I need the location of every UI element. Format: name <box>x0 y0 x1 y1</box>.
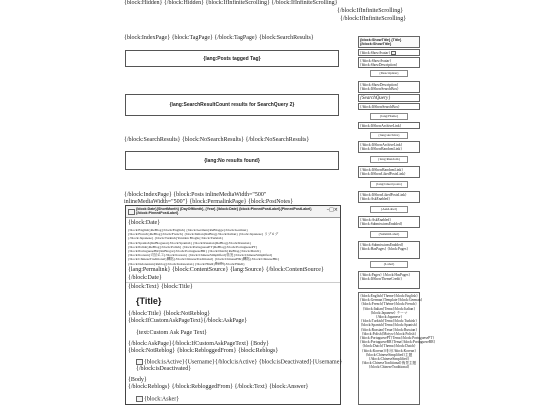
ask-page-line: {block:IfCustomAskPageText}{/block:AskPage} <box>128 318 248 324</box>
no-results-banner <box>125 151 339 170</box>
date-open: {block:Date} <box>128 220 161 226</box>
post-header-text: {block:Date}{ShortMonth} {DayOfMonth}, {Year} {/block:Date} {block:PinnedPostLabel}{PinnedPostLabel}{/block:PinnedPostLabel} <box>136 207 312 216</box>
langs-line: {block:Polish}ReBlog{/block:Polish} {block:PortuguesePT}ReBlog{/block:PortuguesePT} <box>128 244 258 249</box>
langs-line: {block:Indonesian}Reblog{/block:Indonesian} {block:Hindi}रीब्लॉग{/block:Hindi} <box>128 261 245 266</box>
submit-close: {/block:SubmissionsEnabled} {block:HasPages} {block:Pages} <box>358 241 420 259</box>
custom-ask-text: {text:Custom Ask Page Text} <box>136 330 208 336</box>
sidebar-description-close: {/block:ShowDescription} {block:IfShowSearchBox} <box>358 81 420 93</box>
index-page-bar: {block:IndexPage} {block:TagPage} {/block:TagPage} {block:SearchResults} <box>124 35 314 41</box>
tag-banner <box>125 50 339 67</box>
asker-line <box>136 396 179 403</box>
search-placeholder: {SearchQuery} <box>360 96 391 101</box>
answer-line: {/block:Reblogs} {/block:RebloggedFrom} {/block:Text} {block:Answer} <box>128 384 309 390</box>
post-header <box>126 206 340 218</box>
langs-line: {block:PortugueseBR}ReBlogar{/block:PortugueseBR} {block:Dutch}ReBlog{/block:Dutch} <box>128 249 261 254</box>
description-button: {Description} <box>370 70 408 77</box>
sidebar <box>358 36 436 405</box>
archive-close: {/block:IfShowArchiveLink} {block:IfShowRandomLink} <box>358 141 420 153</box>
active-user-text: {block:isActive}{Username}{/block:isActive} {block:isDeactivated}{Username} <box>144 359 343 366</box>
home-button[interactable]: {lang:Home} <box>370 113 408 120</box>
window-controls <box>327 208 338 213</box>
tag-banner-text: {lang:Posts tagged Tag} <box>203 55 261 62</box>
asker-text: {block:Asker} <box>144 396 180 403</box>
search-result-banner <box>125 94 339 116</box>
post-type-icon <box>128 209 135 215</box>
avatar-icon <box>391 51 396 55</box>
random-close: {/block:IfShowRandomLink} {block:IfShowLikedPostsLink} <box>358 166 420 178</box>
no-results-bar: {/block:SearchResults} {block:NoSearchResults} {/block:NoSearchResults} <box>124 137 310 143</box>
post-title: {Title} <box>136 296 162 306</box>
archive-open: {block:IfShowArchiveLink} <box>358 122 420 129</box>
title-close: {/block:Title} {block:NotReblog} <box>128 311 211 317</box>
langs-line: {/block:Japanese} {block:Turkish}Yeniden Bloglu{/block:Turkish} <box>128 236 224 241</box>
langs-line: {block:Korean}리블로그{/block:Korean} {block:ChineseSimplified}转发{/block:ChineseSimplified} <box>128 253 273 258</box>
date-close: {/block:Date} <box>128 275 162 281</box>
sidebar-avatar-close: {/block:ShowAvatar} {block:ShowDescription} <box>358 57 420 68</box>
posts-line-1: {/block:IndexPage} {block:Posts inlineMediaWidth="500" <box>124 192 267 198</box>
search-result-text: {lang:SearchResultCount results for SearchQuery 2} <box>169 102 295 108</box>
random-button[interactable]: {lang:Random} <box>370 156 408 163</box>
top-line-2: {/block:IfInfiniteScrolling} <box>337 8 404 14</box>
top-line-3: {/block:IfInfiniteScrolling} <box>340 16 407 22</box>
liked-posts-button[interactable]: {lang:Liked posts} <box>370 181 408 188</box>
liked-close: {/block:IfShowLikedPostsLink} {block:AskEnabled} <box>358 191 420 203</box>
reblog-langs[interactable] <box>128 228 338 266</box>
text-block-open: {block:Text} {block:Title} <box>128 284 193 290</box>
ask-button[interactable]: {AskLabel} <box>370 206 408 213</box>
post-divider <box>126 282 340 283</box>
pages-close: {/block:Pages} {/block:HasPages} {block:IfShowThemeCredit} <box>358 271 420 289</box>
sidebar-title-box: {block:ShowTitle} {Title} {/block:ShowTitle} <box>358 36 420 48</box>
ask-body-line: {/block:AskPage}{/block:IfCustomAskPageText} {Body} <box>128 341 270 347</box>
post-body: {Body} <box>128 377 147 383</box>
deactivated-close: {/block:isDeactivated} <box>136 366 192 372</box>
langs-line: {block:French}ReBlog{/block:French} {block:Italian}ReBlog{/block:Italian} {block:Japanese} リブログ <box>128 232 279 237</box>
avatar-line-text: {block:ShowAvatar} <box>360 51 391 55</box>
posts-line-2: inlineMediaWidth="500"} {block:PermalinkPage} {block:PostNotes} <box>124 199 294 205</box>
asker-avatar-icon <box>136 396 143 402</box>
no-results-text: {lang:No results found} <box>204 157 260 164</box>
minimize-icon[interactable]: – <box>326 207 330 213</box>
top-line-1: {block:Hidden} {/block:Hidden} {block:IfInfiniteScrolling} {/block:IfInfiniteScrolling} <box>124 0 338 6</box>
search-input[interactable] <box>358 94 420 102</box>
permalink-source[interactable]: {lang:Permalink} {block:ContentSource} {lang:Source} {/block:ContentSource} <box>128 267 324 273</box>
avatar-icon <box>136 359 143 365</box>
page-link-button[interactable]: {Label} <box>370 261 408 268</box>
close-icon[interactable]: × <box>333 207 338 213</box>
search-close: {/block:IfShowSearchBox} <box>358 103 420 110</box>
sidebar-avatar-line <box>358 49 420 56</box>
langs-line: {block:Spanish}ReBloguear{/block:Spanish} {block:Russian}ReBlog{/block:Russian} <box>128 240 252 245</box>
submit-button[interactable]: {SubmitLabel} <box>370 231 408 238</box>
maximize-icon[interactable]: □ <box>329 207 334 213</box>
theme-credit[interactable]: {block:English}Theme{/block:English} {block:German}Template{/block:German} {block:French}Thème{/block:French} {block:Italian}Tema{/block:Italian} {block:Japanese} テーマ {/block:Japanese} {block:Turkish}Tema{/block:Turkish} {block:Spanish}Tema{/block:Spanish} {block:Russian}Тема{/block:Russian} {block:Polish}Motyw{/block:Polish} {block:PortuguesePT}Tema{/block:PortuguesePT} {block:PortugueseBR}Tema{/block:PortugueseBR} {block:Dutch}Thema{/block:Dutch} {block:Korean}테마{/block:Korean} {block:ChineseSimplified}主题{/block:ChineseSimplified} {block:ChineseTraditional}佈景主題{/block:ChineseTraditional} <box>358 292 420 405</box>
langs-line: {block:English}ReBlog{/block:English} {block:German}ReBlogge{/block:German} <box>128 228 248 232</box>
ask-close: {/block:AskEnabled} {block:SubmissionsEnabled} <box>358 216 420 228</box>
archive-button[interactable]: {lang:Archive} <box>370 132 408 139</box>
post-panel <box>125 205 341 405</box>
langs-line: {block:ChineseTraditional}轉貼{/block:ChineseTraditional} {block:ChineseHK}轉貼{/block:ChineseHK} <box>128 257 280 262</box>
not-reblog-line: {block:NotReblog} {block:RebloggedFrom} {block:Reblogs} <box>128 348 279 354</box>
